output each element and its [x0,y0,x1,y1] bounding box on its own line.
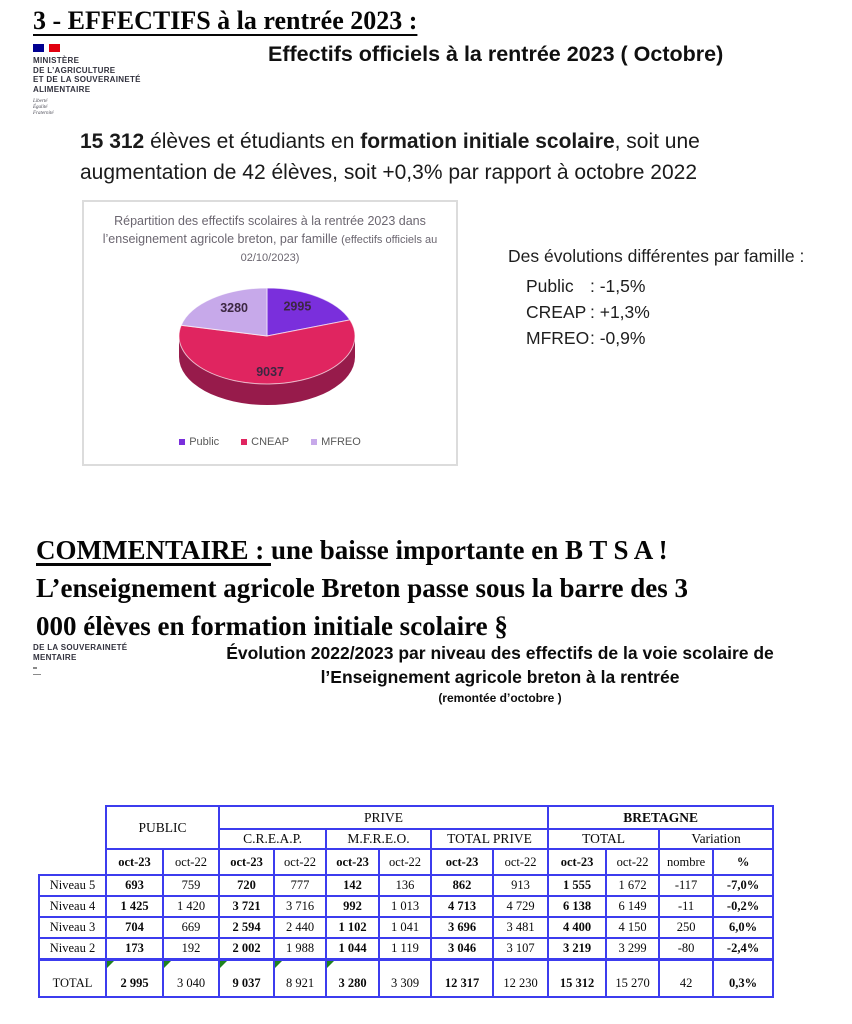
data-cell: 6,0% [713,917,773,938]
col-header: oct-23 [548,849,606,875]
pie-value-label: 2995 [283,299,312,314]
data-cell: 3 219 [548,938,606,960]
motto-marks [33,667,127,675]
data-cell: 2 995 [106,960,163,998]
data-cell: 12 317 [431,960,493,998]
pie-chart-svg [84,202,460,468]
evolutions-rows [508,273,804,351]
evolution-row [526,273,804,299]
french-flag-icon [33,44,60,52]
intro-text: augmentation de 42 élèves, soit +0,3% par rapport à octobre 2022 [80,160,697,184]
data-cell: -0,2% [713,896,773,917]
col-header: oct-22 [163,849,219,875]
comment-marker-icon [275,961,282,968]
page-title: 3 - EFFECTIFS à la rentrée 2023 : [33,6,418,35]
data-cell: 862 [431,875,493,896]
commentaire [36,531,844,645]
legend-item [241,436,289,448]
data-cell: 2 002 [219,938,274,960]
data-cell: 720 [219,875,274,896]
evolution-value: : -0,9% [590,328,646,348]
data-cell: 4 729 [493,896,548,917]
data-cell: 1 013 [379,896,431,917]
col-header: oct-23 [219,849,274,875]
evolutions-title: Des évolutions différentes par famille : [508,246,805,266]
data-cell: 704 [106,917,163,938]
legend-swatch-icon [311,439,317,445]
col-header: oct-23 [431,849,493,875]
data-cell: -11 [659,896,713,917]
evolution-name: MFREO [526,328,590,348]
intro-text: élèves et étudiants en [144,130,361,153]
commentaire-line: L’enseignement agricole Breton passe sous la barre des 3 [36,573,688,603]
table-row [39,896,773,917]
chart-title-note: (effectifs officiels au 02/10/2023) [240,233,438,264]
group-header-public: PUBLIC [106,806,219,849]
col-header: oct-22 [606,849,659,875]
data-cell: 3 696 [431,917,493,938]
data-cell: 6 138 [548,896,606,917]
evolution-row [526,299,804,325]
comment-marker-icon [107,961,114,968]
evolution-name: CREAP [526,302,587,322]
data-cell: 992 [326,896,379,917]
data-cell: 9 037 [219,960,274,998]
data-cell: 0,3% [713,960,773,998]
pie-value-label: 9037 [256,364,285,379]
evolution-value: : +1,3% [590,302,650,322]
legend-label: MFREO [321,436,361,448]
table-row [39,917,773,938]
commentaire-line: COMMENTAIRE : une baisse importante en B T S A ! [36,535,668,565]
data-cell: 142 [326,875,379,896]
data-cell: 1 044 [326,938,379,960]
legend-item [179,436,219,448]
ministry-logo [33,44,141,117]
table-caption: Évolution 2022/2023 par niveau des effectifs de la voie scolaire de l’Enseignement agricole breton à la rentrée (remontée d’octobre ) [226,643,774,705]
col-header: oct-23 [106,849,163,875]
data-cell: -117 [659,875,713,896]
data-cell: 3 280 [326,960,379,998]
row-label: Niveau 5 [39,875,106,896]
comment-marker-icon [327,961,334,968]
row-label: Niveau 2 [39,938,106,960]
evolution-row [526,325,804,351]
subgroup-header: TOTAL [548,829,659,849]
data-cell: 1 555 [548,875,606,896]
legend-swatch-icon [179,439,185,445]
data-cell: 15 312 [548,960,606,998]
data-cell: 3 721 [219,896,274,917]
intro-text: formation initiale scolaire [360,130,615,153]
data-cell: 4 400 [548,917,606,938]
data-cell: 4 713 [431,896,493,917]
data-cell: 173 [106,938,163,960]
data-cell: 3 046 [431,938,493,960]
legend-label: Public [189,436,220,448]
intro-text: 15 312 [80,130,145,153]
chart-card [82,200,458,466]
chart-legend [84,436,456,448]
row-label: Niveau 3 [39,917,106,938]
data-cell: 1 420 [163,896,219,917]
ministry-name: MINISTÈRE DE L’AGRICULTURE ET DE LA SOUVERAINETÉ ALIMENTAIRE [33,56,141,94]
chart-title: Répartition des effectifs scolaires à la rentrée 2023 dans l’enseignement agricole breton, par famille (effectifs officiels au 02/10/2023) [102,214,438,264]
col-header: oct-22 [274,849,326,875]
col-header: % [713,849,773,875]
data-cell: 1 102 [326,917,379,938]
data-cell: 1 988 [274,938,326,960]
data-cell: -7,0% [713,875,773,896]
data-cell: 913 [493,875,548,896]
group-header-prive: PRIVE [219,806,548,829]
data-cell: 759 [163,875,219,896]
section-subtitle: Effectifs officiels à la rentrée 2023 ( Octobre) [268,42,724,66]
intro-line [80,127,770,158]
data-cell: -80 [659,938,713,960]
data-cell: 669 [163,917,219,938]
data-cell: 693 [106,875,163,896]
table-row [39,875,773,896]
data-cell: 1 119 [379,938,431,960]
commentaire-line: 000 élèves en formation initiale scolaire § [36,611,508,641]
data-cell: 3 040 [163,960,219,998]
col-header: oct-23 [326,849,379,875]
comment-marker-icon [164,961,171,968]
intro-paragraph [80,127,770,188]
data-cell: 2 440 [274,917,326,938]
effectifs-table [38,805,774,998]
data-cell: 3 299 [606,938,659,960]
data-cell: -2,4% [713,938,773,960]
data-cell: 3 107 [493,938,548,960]
logo-fragment: DE LA SOUVERAINETÉ MENTAIRE [33,643,127,675]
intro-line [80,158,770,189]
row-label: TOTAL [39,960,106,998]
evolution-value: : -1,5% [590,276,646,296]
commentaire-label: COMMENTAIRE : [36,535,271,565]
motto: Liberté Égalité Fraternité [33,99,54,116]
subgroup-header: M.F.R.E.O. [326,829,431,849]
data-cell: 3 716 [274,896,326,917]
row-label: Niveau 4 [39,896,106,917]
data-cell: 12 230 [493,960,548,998]
col-header: oct-22 [379,849,431,875]
comment-marker-icon [220,961,227,968]
data-cell: 250 [659,917,713,938]
data-cell: 192 [163,938,219,960]
legend-swatch-icon [241,439,247,445]
data-cell: 1 041 [379,917,431,938]
pie-value-label: 3280 [220,300,249,315]
table-corner [39,806,106,875]
data-cell: 15 270 [606,960,659,998]
data-cell: 3 481 [493,917,548,938]
evolutions-block [508,246,804,351]
data-cell: 1 425 [106,896,163,917]
col-header: nombre [659,849,713,875]
subgroup-header: C.R.E.A.P. [219,829,326,849]
data-cell: 42 [659,960,713,998]
col-header: oct-22 [493,849,548,875]
legend-label: CNEAP [251,436,290,448]
data-cell: 136 [379,875,431,896]
evolution-name: Public [526,276,574,296]
total-row [39,960,773,998]
data-cell: 1 672 [606,875,659,896]
legend-item [311,436,361,448]
group-header-bretagne: BRETAGNE [548,806,773,829]
data-cell: 3 309 [379,960,431,998]
table-row [39,938,773,960]
subgroup-header: Variation [659,829,773,849]
data-cell: 777 [274,875,326,896]
data-cell: 8 921 [274,960,326,998]
subgroup-header: TOTAL PRIVE [431,829,548,849]
data-cell: 4 150 [606,917,659,938]
data-cell: 2 594 [219,917,274,938]
intro-text: , soit une [614,130,700,153]
data-cell: 6 149 [606,896,659,917]
